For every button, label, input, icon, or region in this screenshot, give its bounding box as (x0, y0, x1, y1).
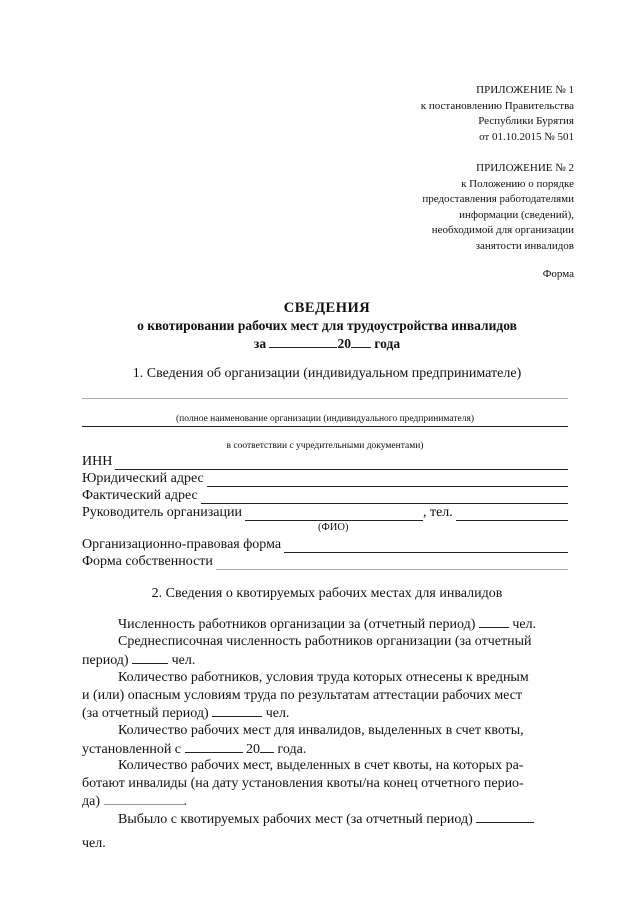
period-year: 20 (337, 336, 351, 351)
inn-input-line[interactable] (115, 457, 568, 470)
title-main: СВЕДЕНИЯ (283, 300, 371, 316)
legal-form-label: Организационно-правовая форма (82, 537, 282, 552)
quota-year-blank[interactable] (260, 740, 274, 753)
avg-staff-blank[interactable] (132, 651, 168, 664)
appendix-2-line: информации (сведений), (459, 208, 574, 221)
occupied-text-2: ботают инвалиды (на дату установления квоты/на конец отчетного перио- (82, 775, 524, 791)
tel-input-line[interactable] (456, 508, 568, 521)
staff-count-text: Численность работников организации за (отчетный период) (118, 617, 476, 632)
quota-places-text-2: установленной с (82, 741, 182, 757)
paragraph-occupied-places (82, 757, 572, 811)
occupied-text-1: Количество рабочих мест, выделенных в счет квоты, на которых ра- (118, 758, 524, 773)
document-title (80, 299, 574, 353)
legal-form-input-line[interactable] (284, 540, 568, 553)
left-places-text: Выбыло с квотируемых рабочих мест (за отчетный период) (118, 812, 473, 827)
org-docs-caption: в соответствии с учредительными документами) (226, 441, 424, 451)
hazard-staff-text-2: и (или) опасным условиям труда по результатам аттестации рабочих мест (82, 687, 523, 703)
quota-date-blank[interactable] (185, 740, 243, 753)
org-name-line[interactable] (82, 398, 568, 399)
left-places-unit: чел. (82, 835, 106, 851)
legal-address-field (82, 471, 568, 487)
paragraph-quota-places (82, 722, 572, 758)
appendix-2-line: ПРИЛОЖЕНИЕ № 2 (476, 162, 574, 174)
actual-address-input-line[interactable] (201, 491, 568, 504)
form-label: Форма (542, 268, 574, 280)
title-period (80, 335, 574, 353)
staff-count-blank[interactable] (479, 615, 509, 628)
actual-address-label: Фактический адрес (82, 488, 198, 503)
avg-staff-text-2: период) (82, 652, 129, 668)
paragraph-hazard-staff (82, 669, 572, 723)
appendix-2-line: занятости инвалидов (475, 239, 574, 252)
org-name-caption: (полное наименование организации (индивидуального предпринимателя) (176, 414, 474, 424)
paragraph-staff-count (82, 615, 572, 634)
hazard-staff-text-1: Количество работников, условия труда которых отнесены к вредным (118, 670, 529, 685)
hazard-staff-unit: чел. (265, 706, 290, 722)
paragraph-avg-staff (82, 633, 572, 669)
tel-label: , тел. (422, 505, 453, 520)
avg-staff-unit: чел. (171, 652, 196, 668)
avg-staff-text-1: Среднесписочная численность работников организации (за отчетный (118, 634, 532, 649)
appendix-1-line: к постановлению Правительства (420, 99, 574, 112)
period-prefix: за (253, 336, 267, 351)
hazard-staff-blank[interactable] (212, 704, 262, 717)
period-suffix: года (374, 336, 401, 351)
staff-count-unit: чел. (512, 617, 537, 632)
head-field (82, 505, 568, 521)
hazard-staff-text-3: (за отчетный период) (82, 706, 209, 722)
legal-form-field (82, 537, 568, 553)
appendix-1-line: ПРИЛОЖЕНИЕ № 1 (476, 84, 574, 96)
ownership-label: Форма собственности (82, 554, 213, 569)
inn-field (82, 454, 568, 470)
appendix-1-header (421, 83, 574, 145)
occupied-blank[interactable] (104, 792, 184, 805)
appendix-2-line: к Положению о порядке (461, 177, 574, 190)
head-label: Руководитель организации (82, 505, 242, 520)
section-2-title: 2. Сведения о квотируемых рабочих местах для инвалидов (151, 586, 503, 601)
ownership-field (82, 554, 568, 570)
quota-places-text-1: Количество рабочих мест для инвалидов, выделенных в счет квоты, (118, 723, 524, 738)
section-1-title: 1. Сведения об организации (индивидуальном предпринимателе) (132, 366, 522, 381)
occupied-end: . (183, 794, 187, 810)
fio-caption: (ФИО) (318, 522, 349, 533)
appendix-1-line: от 01.10.2015 № 501 (479, 130, 574, 143)
quota-suffix: года. (277, 741, 307, 757)
paragraph-left-places (82, 810, 572, 852)
appendix-2-line: необходимой для организации (431, 224, 574, 236)
appendix-1-line: Республики Бурятия (478, 115, 574, 127)
title-subtitle: о квотировании рабочих мест для трудоустройства инвалидов (137, 318, 517, 333)
legal-address-input-line[interactable] (207, 474, 568, 487)
occupied-text-3: да) (82, 794, 100, 810)
head-input-line[interactable] (245, 508, 423, 521)
period-year-blank[interactable] (351, 335, 371, 348)
period-blank[interactable] (269, 335, 337, 348)
left-places-blank[interactable] (476, 810, 534, 823)
inn-label: ИНН (82, 454, 113, 469)
appendix-2-header (422, 161, 574, 254)
appendix-2-line: предоставления работодателями (422, 193, 574, 205)
legal-address-label: Юридический адрес (82, 471, 204, 486)
actual-address-field (82, 488, 568, 504)
quota-year: 20 (246, 741, 261, 757)
org-docs-line[interactable] (82, 426, 568, 427)
ownership-input-line[interactable] (216, 557, 568, 570)
